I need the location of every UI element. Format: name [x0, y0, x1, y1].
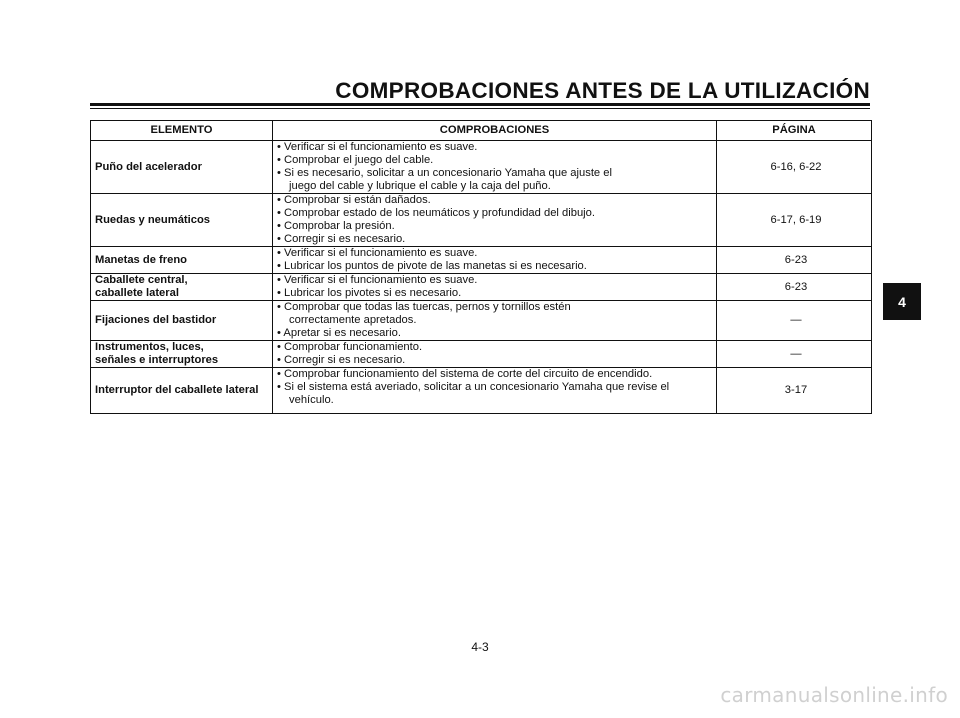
element-name: Ruedas y neumáticos [95, 213, 211, 226]
check-item-continuation: correctamente apretados. [289, 314, 417, 326]
element-cell [91, 247, 273, 274]
element-cell [91, 301, 273, 341]
checks-cell [273, 194, 717, 247]
table-header-row [91, 121, 872, 141]
header-comprobaciones: COMPROBACIONES [273, 121, 717, 141]
element-cell [91, 341, 273, 368]
page-ref: 6-17, 6-19 [717, 194, 872, 247]
table-row [91, 141, 872, 194]
title-rule-thick [90, 103, 870, 106]
element-name: Fijaciones del bastidor [95, 314, 217, 326]
watermark: carmanualsonline.info [720, 683, 948, 707]
title-rule-thin [90, 108, 870, 109]
check-item-continuation: juego del cable y lubrique el cable y la caja del puño. [289, 180, 551, 192]
checks-table [90, 120, 872, 414]
page-ref: 6-23 [717, 274, 872, 301]
element-name: Instrumentos, luces, [95, 341, 204, 353]
page-number: 4-3 [471, 640, 489, 654]
check-item: • Comprobar si están dañados. [277, 194, 431, 206]
check-item-continuation: vehículo. [289, 394, 334, 406]
element-name: señales e interruptores [95, 354, 219, 366]
header-elemento: ELEMENTO [91, 121, 273, 141]
header-pagina: PÁGINA [717, 121, 872, 141]
page-ref: 6-16, 6-22 [717, 141, 872, 194]
chapter-tab: 4 [883, 283, 921, 320]
check-item: • Comprobar estado de los neumáticos y profundidad del dibujo. [277, 207, 595, 219]
check-item: • Corregir si es necesario. [277, 354, 406, 366]
table-row [91, 274, 872, 301]
check-item: • Corregir si es necesario. [277, 233, 406, 245]
check-item: • Verificar si el funcionamiento es suave. [277, 247, 478, 259]
checks-cell [273, 247, 717, 274]
element-cell [91, 368, 273, 414]
table-row [91, 247, 872, 274]
element-cell [91, 274, 273, 301]
table-row [91, 341, 872, 368]
checks-cell [273, 368, 717, 414]
check-item: • Comprobar funcionamiento del sistema de corte del circuito de encendido. [277, 368, 653, 380]
checks-cell [273, 274, 717, 301]
check-item: • Comprobar que todas las tuercas, pernos y tornillos estén [277, 301, 571, 313]
check-item: • Verificar si el funcionamiento es suave. [277, 141, 478, 153]
element-name: Puño del acelerador [95, 160, 202, 173]
check-item: • Comprobar funcionamiento. [277, 341, 423, 353]
check-item: • Comprobar la presión. [277, 220, 395, 232]
check-item: • Lubricar los pivotes si es necesario. [277, 287, 462, 299]
element-name: Manetas de freno [95, 253, 188, 266]
element-name: Interruptor del caballete lateral [95, 384, 259, 396]
checks-cell [273, 341, 717, 368]
check-item: • Verificar si el funcionamiento es suave. [277, 274, 478, 286]
page-ref: 3-17 [717, 368, 872, 414]
check-item: • Si el sistema está averiado, solicitar a un concesionario Yamaha que revise el [277, 381, 670, 393]
page-ref: — [717, 301, 872, 341]
table-row [91, 194, 872, 247]
page-ref: — [717, 341, 872, 368]
element-cell [91, 194, 273, 247]
check-item: • Comprobar el juego del cable. [277, 154, 434, 166]
table-row [91, 368, 872, 414]
element-name: caballete lateral [95, 287, 179, 299]
checks-cell [273, 141, 717, 194]
element-name: Caballete central, [95, 274, 188, 286]
check-item: • Si es necesario, solicitar a un concesionario Yamaha que ajuste el [277, 167, 612, 179]
page-ref: 6-23 [717, 247, 872, 274]
check-item: • Lubricar los puntos de pivote de las manetas si es necesario. [277, 260, 587, 272]
page-title: COMPROBACIONES ANTES DE LA UTILIZACIÓN [335, 78, 870, 103]
table-row [91, 301, 872, 341]
element-cell [91, 141, 273, 194]
check-item: • Apretar si es necesario. [277, 327, 401, 339]
checks-cell [273, 301, 717, 341]
